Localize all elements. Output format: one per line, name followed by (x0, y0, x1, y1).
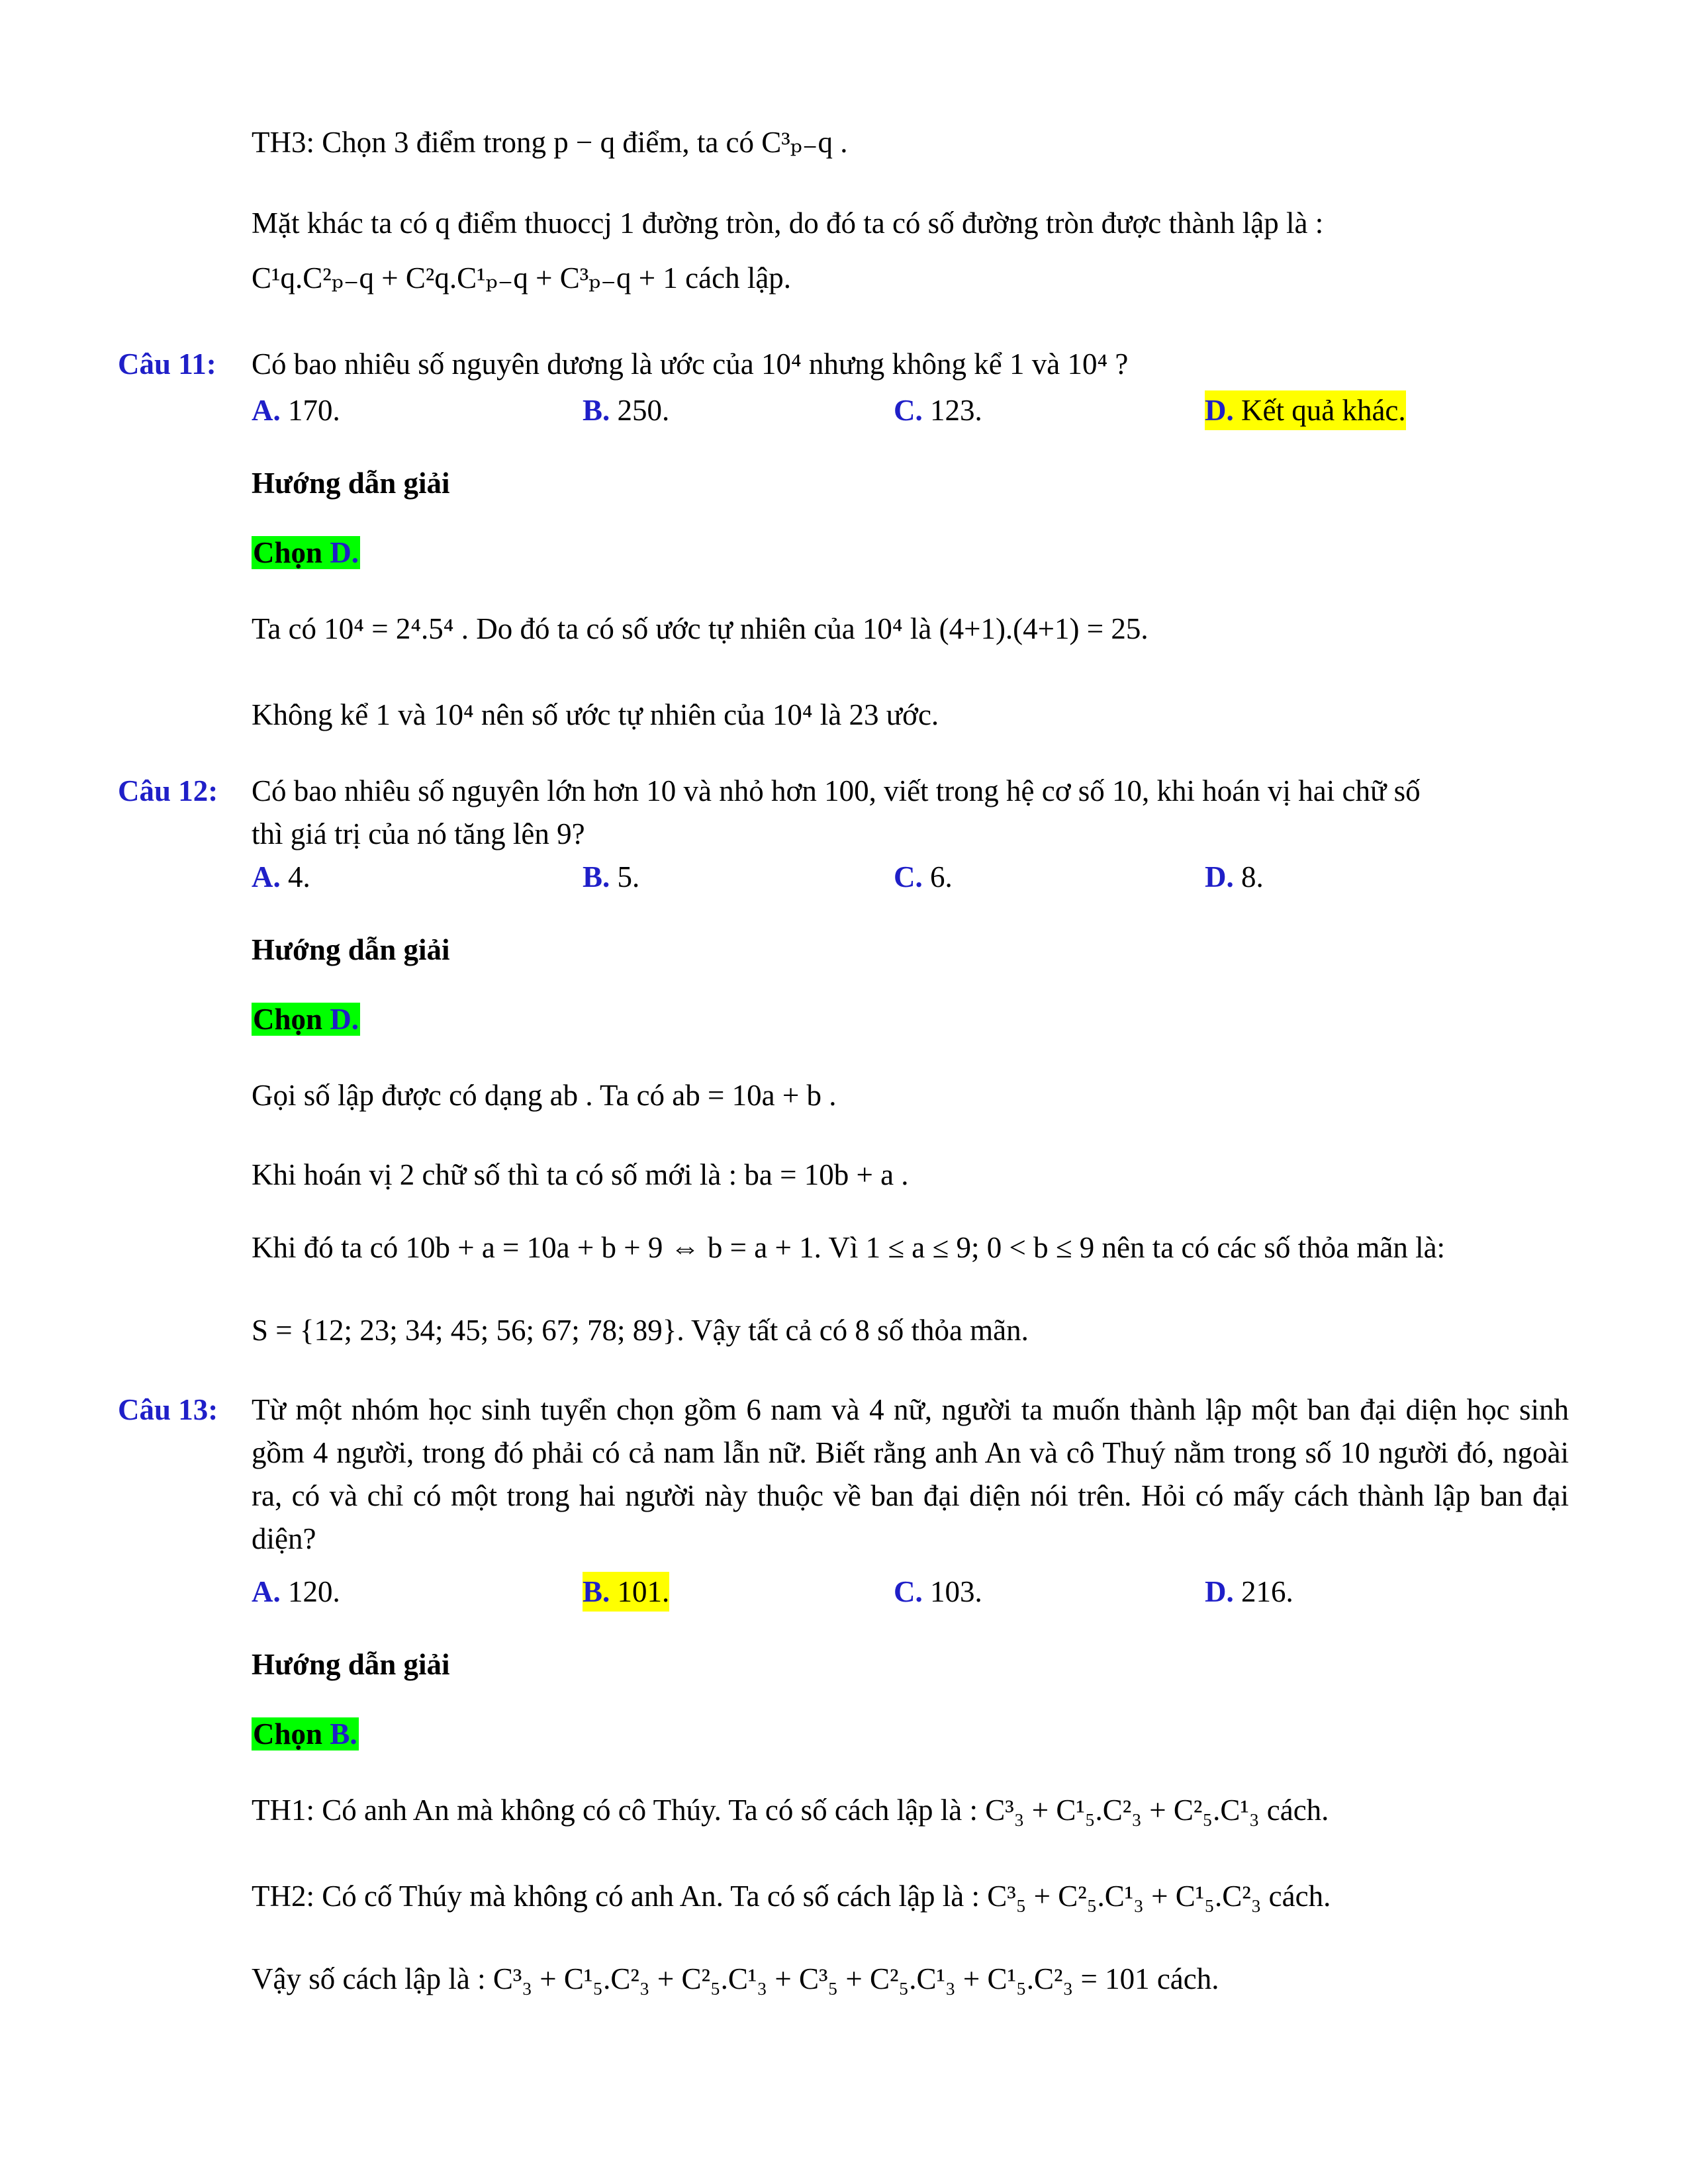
q11-text: Có bao nhiêu số nguyên dương là ước của 10⁴ nhưng không kể 1 và 10⁴ ? (252, 347, 1129, 381)
q12-option-c: C. 6. (894, 860, 953, 893)
q12-sol3: Khi đó ta có 10b + a = 10a + b + 9 ⇔ b = a + 1. Vì 1 ≤ a ≤ 9; 0 < b ≤ 9 nên ta có các số thỏa mãn là: (252, 1231, 1446, 1264)
q13-th1: TH1: Có anh An mà không có cô Thúy. Ta có số cách lập là : C³₃ + C¹₅.C²₃ + C²₅.C¹₃ cách. (252, 1794, 1329, 1827)
q12-sol4: S = {12; 23; 34; 45; 56; 67; 78; 89}. Vậy tất cả có 8 số thỏa mãn. (252, 1314, 1029, 1347)
q11-option-b: B. 250. (583, 394, 670, 427)
q12-text2: thì giá trị của nó tăng lên 9? (252, 817, 585, 850)
q13-choice: Chọn B. (253, 1717, 357, 1751)
q12-option-b: B. 5. (583, 860, 640, 893)
q12-choice: Chọn D. (253, 1003, 359, 1036)
q10-mat-khac: Mặt khác ta có q điểm thuoccj 1 đường tròn, do đó ta có số đường tròn được thành lập là : (252, 206, 1324, 240)
q11-option-c: C. 123. (894, 394, 982, 427)
q13-option-b: B. 101. (583, 1572, 669, 1612)
q12-sol2: Khi hoán vị 2 chữ số thì ta có số mới là : ba = 10b + a . (252, 1158, 909, 1191)
q13-text: Từ một nhóm học sinh tuyển chọn gồm 6 nam và 4 nữ, người ta muốn thành lập một ban đại diện học sinh gồm 4 người, trong đó phải có cả nam lẫn nữ. Biết rằng anh An và cô Thuý nằm trong số 10 người đó, ngoài ra, có và chỉ có một trong hai người này thuộc về ban đại diện nói trên. Hỏi có mấy cách thành lập ban đại diện? (252, 1393, 1569, 1555)
q11-guide: Hướng dẫn giải (252, 467, 450, 500)
q11-sol1: Ta có 10⁴ = 2⁴.5⁴ . Do đó ta có số ước tự nhiên của 10⁴ là (4+1).(4+1) = 25. (252, 612, 1149, 645)
q11-option-d: D. Kết quả khác. (1205, 390, 1406, 430)
q12-text1: Có bao nhiêu số nguyên lớn hơn 10 và nhỏ hơn 100, viết trong hệ cơ số 10, khi hoán vị hai chữ số (252, 774, 1421, 807)
q11-sol2: Không kể 1 và 10⁴ nên số ước tự nhiên của 10⁴ là 23 ước. (252, 698, 939, 731)
q11-choice: Chọn D. (253, 536, 359, 569)
q13-option-d: D. 216. (1205, 1575, 1293, 1608)
q13-option-c: C. 103. (894, 1575, 982, 1608)
q12-sol1: Gọi số lập được có dạng ab . Ta có ab = 10a + b . (252, 1079, 837, 1112)
q13-option-a: A. 120. (252, 1575, 340, 1608)
q13-label: Câu 13: (118, 1393, 218, 1426)
q11-option-a: A. 170. (252, 394, 340, 427)
q13-guide: Hướng dẫn giải (252, 1648, 450, 1681)
q12-label: Câu 12: (118, 774, 218, 807)
q11-label: Câu 11: (118, 347, 216, 381)
q12-option-d: D. 8. (1205, 860, 1264, 893)
q13-total: Vậy số cách lập là : C³₃ + C¹₅.C²₃ + C²₅.C¹₃ + C³₅ + C²₅.C¹₃ + C¹₅.C²₃ = 101 cách. (252, 1962, 1219, 1995)
th3-line: TH3: Chọn 3 điểm trong p − q điểm, ta có C³ₚ₋q . (252, 126, 848, 159)
q10-formula: C¹q.C²ₚ₋q + C²q.C¹ₚ₋q + C³ₚ₋q + 1 cách lập. (252, 261, 792, 295)
q12-guide: Hướng dẫn giải (252, 933, 450, 966)
q13-th2: TH2: Có cố Thúy mà không có anh An. Ta có số cách lập là : C³₅ + C²₅.C¹₃ + C¹₅.C²₃ cách. (252, 1880, 1331, 1913)
q12-option-a: A. 4. (252, 860, 310, 893)
